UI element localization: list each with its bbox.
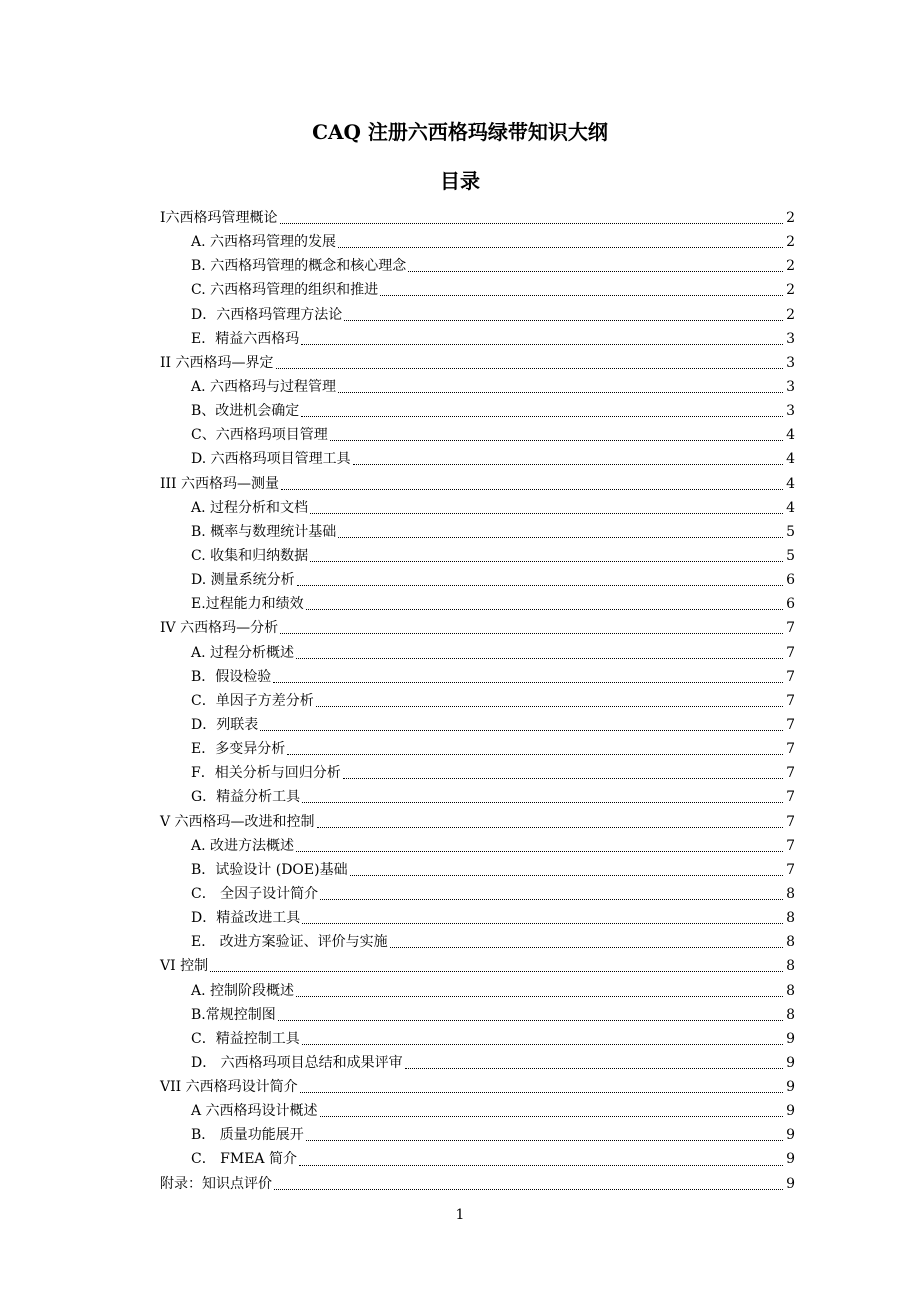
toc-entry-label: D．列联表 xyxy=(191,716,259,733)
toc-entry-label: B.常规控制图 xyxy=(191,1006,276,1023)
toc-dot-leader xyxy=(278,1019,783,1021)
toc-dot-leader xyxy=(338,536,783,538)
toc-entry[interactable] xyxy=(160,520,795,544)
toc-entry[interactable] xyxy=(160,1123,795,1147)
toc-entry-page: 7 xyxy=(786,765,795,782)
toc-entry-label: VI 控制 xyxy=(160,958,209,975)
toc-dot-leader xyxy=(287,753,783,755)
toc-entry-page: 7 xyxy=(786,692,795,709)
toc-entry-label: A. 六西格玛管理的发展 xyxy=(191,234,337,251)
toc-entry[interactable] xyxy=(160,665,795,689)
toc-entry-label: III 六西格玛—测量 xyxy=(160,475,280,492)
toc-entry[interactable] xyxy=(160,1003,795,1027)
toc-dot-leader xyxy=(273,681,783,683)
toc-entry-page: 7 xyxy=(786,813,795,830)
toc-entry-page: 6 xyxy=(786,596,795,613)
toc-entry-label: B． 质量功能展开 xyxy=(191,1127,304,1144)
toc-entry[interactable] xyxy=(160,713,795,737)
toc-entry[interactable] xyxy=(160,858,795,882)
toc-entry[interactable] xyxy=(160,1099,795,1123)
toc-dot-leader xyxy=(317,826,783,828)
toc-entry-label: 附录：知识点评价 xyxy=(160,1175,272,1192)
toc-dot-leader xyxy=(338,246,783,248)
toc-entry-page: 9 xyxy=(786,1103,795,1120)
toc-entry-page: 2 xyxy=(786,258,795,275)
toc-entry-page: 2 xyxy=(786,306,795,323)
toc-entry[interactable] xyxy=(160,496,795,520)
toc-entry-page: 2 xyxy=(786,210,795,226)
toc-entry-page: 9 xyxy=(786,1175,795,1192)
toc-entry-label: D. 测量系统分析 xyxy=(191,572,295,589)
toc-entry-page: 8 xyxy=(786,982,795,999)
toc-entry-label: C． FMEA 简介 xyxy=(191,1151,297,1168)
toc-dot-leader xyxy=(280,222,783,224)
page-number: 1 xyxy=(455,1207,465,1223)
toc-entry-page: 4 xyxy=(786,427,795,444)
toc-entry-page: 9 xyxy=(786,1054,795,1071)
toc-dot-leader xyxy=(280,632,783,634)
toc-entry-label: A. 过程分析和文档 xyxy=(191,499,309,516)
toc-entry[interactable] xyxy=(160,641,795,665)
toc-entry[interactable] xyxy=(160,568,795,592)
toc-entry-page: 5 xyxy=(786,523,795,540)
toc-entry[interactable] xyxy=(160,616,795,640)
toc-entry-label: B. 概率与数理统计基础 xyxy=(191,523,337,540)
toc-entry[interactable] xyxy=(160,592,795,616)
toc-entry[interactable] xyxy=(160,1051,795,1075)
document-title: CAQ 注册六西格玛绿带知识大纲 xyxy=(312,120,608,144)
toc-entry-label: C、六西格玛项目管理 xyxy=(191,427,328,444)
toc-entry-label: B. 六西格玛管理的概念和核心理念 xyxy=(191,258,407,275)
toc-entry-label: IV 六西格玛—分析 xyxy=(160,620,279,637)
toc-dot-leader xyxy=(408,270,783,272)
toc-entry-label: C. 六西格玛管理的组织和推进 xyxy=(191,282,379,299)
toc-entry-page: 9 xyxy=(786,1079,795,1096)
toc-entry-label: C．单因子方差分析 xyxy=(191,692,314,709)
toc-entry[interactable] xyxy=(160,230,795,254)
toc-entry-page: 4 xyxy=(786,475,795,492)
toc-entry-page: 8 xyxy=(786,1006,795,1023)
toc-entry-label: A 六西格玛设计概述 xyxy=(191,1103,318,1120)
toc-entry-label: D. 六西格玛项目管理工具 xyxy=(191,451,351,468)
toc-entry-label: A. 改进方法概述 xyxy=(191,837,295,854)
toc-entry-label: C． 全因子设计简介 xyxy=(191,885,319,902)
toc-entry[interactable] xyxy=(160,785,795,809)
toc-dot-leader xyxy=(343,777,783,779)
toc-entry[interactable] xyxy=(160,206,795,230)
toc-entry-label: E．多变异分析 xyxy=(191,741,286,758)
toc-entry-label: A. 六西格玛与过程管理 xyxy=(191,378,337,395)
toc-dot-leader xyxy=(330,439,783,441)
toc-entry-page: 6 xyxy=(786,572,795,589)
toc-dot-leader xyxy=(302,1043,783,1045)
toc-entry-page: 7 xyxy=(786,620,795,637)
toc-entry-page: 8 xyxy=(786,934,795,951)
toc-entry-label: C. 收集和归纳数据 xyxy=(191,547,309,564)
toc-dot-leader xyxy=(310,512,783,514)
toc-entry-page: 7 xyxy=(786,789,795,806)
toc-entry[interactable] xyxy=(160,834,795,858)
toc-entry-page: 8 xyxy=(786,910,795,927)
toc-entry-page: 9 xyxy=(786,1127,795,1144)
toc-entry-page: 7 xyxy=(786,741,795,758)
toc-entry-label: D．精益改进工具 xyxy=(191,910,301,927)
toc-entry-label: Ⅰ六西格玛管理概论 xyxy=(160,210,278,226)
toc-entry-label: V 六西格玛—改进和控制 xyxy=(160,813,315,830)
toc-entry[interactable] xyxy=(160,882,795,906)
toc-dot-leader xyxy=(338,391,783,393)
toc-entry[interactable] xyxy=(160,472,795,496)
toc-dot-leader xyxy=(380,294,783,296)
toc-entry-label: E． 改进方案验证、评价与实施 xyxy=(191,934,388,951)
toc-entry[interactable] xyxy=(160,447,795,471)
toc-dot-leader xyxy=(405,1067,783,1069)
toc-entry[interactable] xyxy=(160,1027,795,1051)
toc-entry-label: D．六西格玛管理方法论 xyxy=(191,306,343,323)
toc-entry-label: A. 过程分析概述 xyxy=(191,644,295,661)
toc-entry[interactable] xyxy=(160,254,795,278)
toc-entry[interactable] xyxy=(160,979,795,1003)
toc-entry-page: 7 xyxy=(786,861,795,878)
toc-entry-page: 7 xyxy=(786,668,795,685)
toc-entry-page: 2 xyxy=(786,234,795,251)
toc-dot-leader xyxy=(210,970,783,972)
toc-entry-label: F．相关分析与回归分析 xyxy=(191,765,341,782)
toc-entry[interactable] xyxy=(160,1172,795,1196)
toc-dot-leader xyxy=(302,922,783,924)
toc-entry-label: C．精益控制工具 xyxy=(191,1030,300,1047)
toc-entry[interactable] xyxy=(160,327,795,351)
toc-dot-leader xyxy=(316,705,783,707)
toc-dot-leader xyxy=(306,608,783,610)
toc-entry[interactable] xyxy=(160,1147,795,1171)
toc-dot-leader xyxy=(297,584,783,586)
toc-entry[interactable] xyxy=(160,278,795,302)
toc-dot-leader xyxy=(260,729,783,731)
toc-dot-leader xyxy=(320,1115,783,1117)
toc-entry-page: 4 xyxy=(786,451,795,468)
toc-entry[interactable] xyxy=(160,930,795,954)
toc-dot-leader xyxy=(320,898,783,900)
toc-entry[interactable] xyxy=(160,423,795,447)
toc-entry-label: B．试验设计 (DOE)基础 xyxy=(191,861,348,878)
toc-heading: 目录 xyxy=(440,169,480,193)
toc-dot-leader xyxy=(296,657,783,659)
toc-entry[interactable] xyxy=(160,1075,795,1099)
toc-dot-leader xyxy=(299,1164,783,1166)
toc-dot-leader xyxy=(390,946,783,948)
toc-entry-page: 9 xyxy=(786,1151,795,1168)
toc-entry-label: B、改进机会确定 xyxy=(191,403,300,420)
toc-entry-label: E．精益六西格玛 xyxy=(191,330,300,347)
toc-entry[interactable] xyxy=(160,761,795,785)
toc-entry-page: 8 xyxy=(786,958,795,975)
toc-dot-leader xyxy=(276,367,783,369)
toc-entry-page: 7 xyxy=(786,837,795,854)
toc-dot-leader xyxy=(306,1139,783,1141)
toc-entry[interactable] xyxy=(160,399,795,423)
toc-entry-page: 7 xyxy=(786,716,795,733)
toc-entry-page: 3 xyxy=(786,330,795,347)
toc-dot-leader xyxy=(301,415,783,417)
toc-dot-leader xyxy=(281,488,783,490)
toc-dot-leader xyxy=(274,1188,783,1190)
toc-dot-leader xyxy=(353,463,783,465)
toc-entry-label: G．精益分析工具 xyxy=(191,789,301,806)
toc-dot-leader xyxy=(344,319,783,321)
toc-entry[interactable] xyxy=(160,303,795,327)
toc-entry-label: D． 六西格玛项目总结和成果评审 xyxy=(191,1054,403,1071)
toc-entry-label: B．假设检验 xyxy=(191,668,272,685)
toc-entry-page: 5 xyxy=(786,547,795,564)
toc-dot-leader xyxy=(302,801,783,803)
toc-entry-page: 3 xyxy=(786,378,795,395)
toc-entry-page: 3 xyxy=(786,354,795,371)
toc-dot-leader xyxy=(296,995,783,997)
toc-entry-page: 8 xyxy=(786,885,795,902)
toc-dot-leader xyxy=(296,850,783,852)
toc-entry-label: II 六西格玛—界定 xyxy=(160,354,274,371)
toc-entry[interactable] xyxy=(160,375,795,399)
toc-entry[interactable] xyxy=(160,737,795,761)
toc-entry-label: E.过程能力和绩效 xyxy=(191,596,304,613)
toc-entry[interactable] xyxy=(160,906,795,930)
toc-dot-leader xyxy=(310,560,783,562)
toc-dot-leader xyxy=(300,1091,783,1093)
table-of-contents xyxy=(160,206,795,1196)
toc-entry[interactable] xyxy=(160,954,795,978)
toc-entry-page: 3 xyxy=(786,403,795,420)
toc-dot-leader xyxy=(301,343,783,345)
toc-dot-leader xyxy=(350,874,783,876)
toc-entry-label: A. 控制阶段概述 xyxy=(191,982,295,999)
toc-entry-page: 4 xyxy=(786,499,795,516)
toc-entry-page: 7 xyxy=(786,644,795,661)
toc-entry[interactable] xyxy=(160,544,795,568)
toc-entry-label: VII 六西格玛设计简介 xyxy=(160,1079,298,1096)
toc-entry[interactable] xyxy=(160,810,795,834)
toc-entry[interactable] xyxy=(160,689,795,713)
toc-entry-page: 2 xyxy=(786,282,795,299)
toc-entry[interactable] xyxy=(160,351,795,375)
toc-entry-page: 9 xyxy=(786,1030,795,1047)
